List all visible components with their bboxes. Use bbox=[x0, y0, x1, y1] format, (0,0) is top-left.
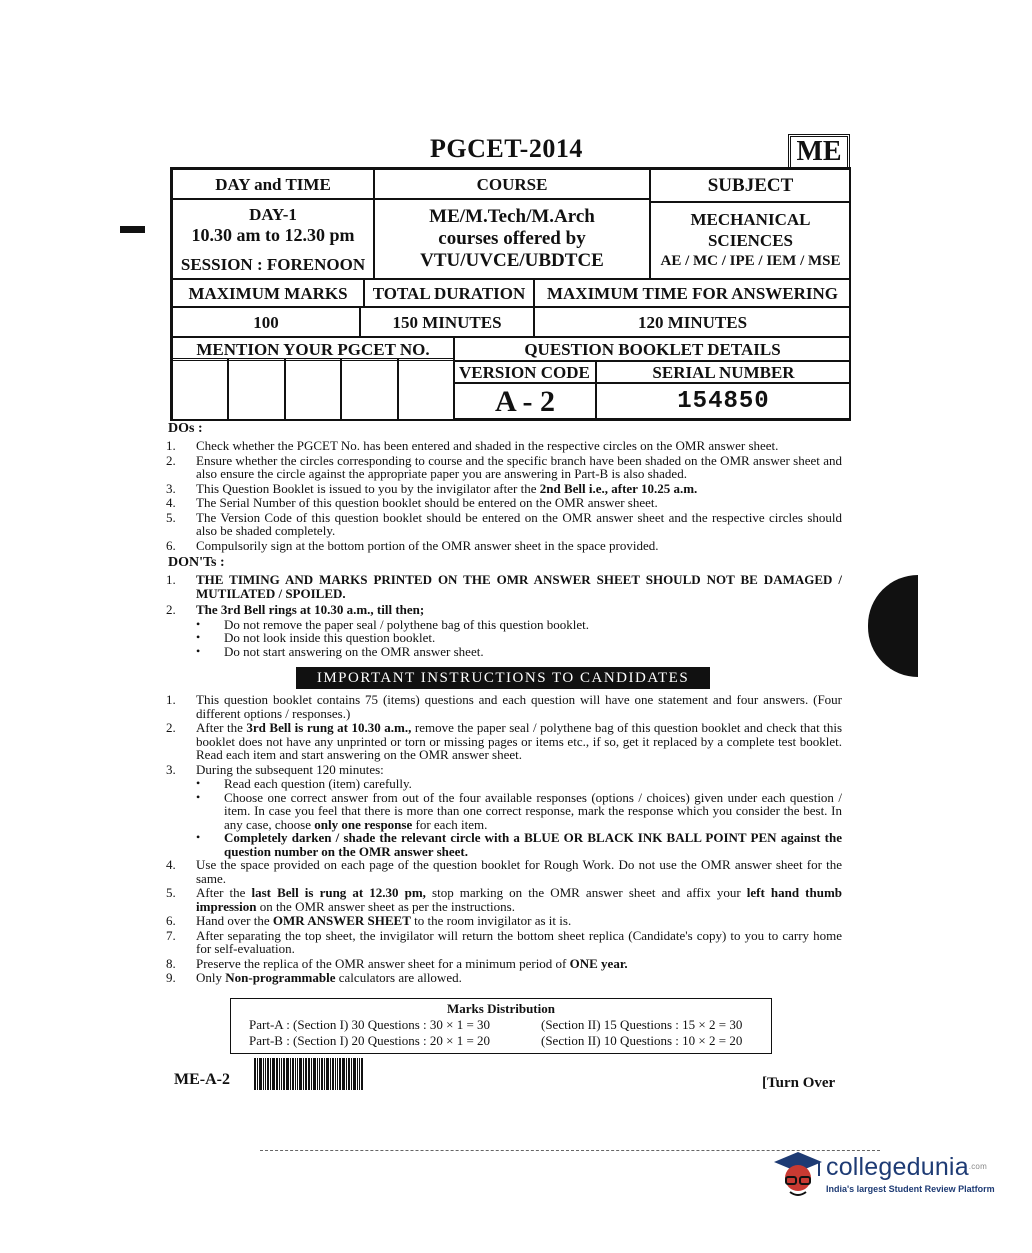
pgcet-digit-box[interactable] bbox=[398, 358, 454, 420]
list-item: 4. The Serial Number of this question booklet should be entered on the OMR answer sheet. bbox=[166, 495, 658, 510]
barcode-bar bbox=[317, 1058, 318, 1090]
max-time-value: 120 MINUTES bbox=[534, 307, 851, 337]
booklet-code: ME-A-2 bbox=[174, 1071, 230, 1088]
list-item: 7. After separating the top sheet, the invigilator will return the bottom sheet replica (Candidate's copy) to you to carry home for self-evaluation. bbox=[166, 927, 842, 956]
bullet-item: • Choose one correct answer from out of the four available responses (options / choices) given under each question / item. In case you feel that there is more than one correct response, mark the response which you consider the best. In any case, choose only one response for each item. bbox=[196, 789, 842, 832]
list-item: 4. Use the space provided on each page of the question booklet for Rough Work. Do not use the OMR answer sheet for the same. bbox=[166, 857, 842, 886]
subject-header: SUBJECT bbox=[650, 169, 851, 202]
subject-cell bbox=[650, 202, 851, 279]
marks-row-part-a: Part-A : (Section I) 30 Questions : 30 × 1 = 30 (Section II) 15 Questions : 15 × 2 = 30 bbox=[249, 1017, 743, 1032]
barcode-bar bbox=[342, 1058, 345, 1090]
serial-number-label: SERIAL NUMBER bbox=[596, 361, 851, 383]
barcode-bar bbox=[290, 1058, 291, 1090]
marks-distribution-box bbox=[230, 998, 772, 1054]
course-line-1: ME/M.Tech/M.Arch bbox=[429, 206, 595, 227]
total-duration-header: TOTAL DURATION bbox=[364, 279, 534, 307]
list-item: 1. Check whether the PGCET No. has been entered and shaded in the respective circles on the OMR answer sheet. bbox=[166, 438, 779, 453]
time-value: 10.30 am to 12.30 pm bbox=[191, 224, 355, 245]
barcode-bar bbox=[353, 1058, 356, 1090]
barcode-bar bbox=[313, 1058, 316, 1090]
barcode-bar bbox=[299, 1058, 302, 1090]
barcode-bar bbox=[326, 1058, 329, 1090]
barcode-bar bbox=[361, 1058, 363, 1090]
bullet-item: • Do not start answering on the OMR answer sheet. bbox=[196, 643, 484, 659]
barcode-bar bbox=[321, 1058, 323, 1090]
course-line-2: courses offered by bbox=[438, 228, 586, 249]
session-value: SESSION : FORENOON bbox=[180, 254, 366, 274]
day-time-cell bbox=[172, 199, 374, 279]
barcode-bar bbox=[346, 1058, 347, 1090]
list-item: 2. The 3rd Bell rings at 10.30 a.m., till then; bbox=[166, 602, 425, 617]
barcode-bar bbox=[303, 1058, 304, 1090]
barcode-bar bbox=[259, 1058, 262, 1090]
barcode-bar bbox=[270, 1058, 271, 1090]
barcode-bar bbox=[283, 1058, 285, 1090]
day-value: DAY-1 bbox=[249, 204, 297, 224]
day-time-header: DAY and TIME bbox=[172, 169, 374, 199]
version-code-value: A - 2 bbox=[454, 383, 596, 419]
exam-title: PGCET-2014 bbox=[430, 134, 583, 163]
bullet-item: • Do not look inside this question booklet. bbox=[196, 630, 436, 645]
instructions-list bbox=[166, 693, 842, 986]
barcode-bar bbox=[272, 1058, 275, 1090]
logo-name: collegedunia$^{.com}$ bbox=[826, 1153, 987, 1181]
donts-heading: DON'Ts : bbox=[168, 555, 225, 570]
max-marks-value: 100 bbox=[172, 307, 360, 337]
barcode-bar bbox=[265, 1058, 266, 1090]
barcode-bar bbox=[263, 1058, 264, 1090]
subject-line-2: SCIENCES bbox=[707, 231, 794, 250]
side-scan-mark bbox=[868, 575, 918, 677]
barcode-bar bbox=[305, 1058, 307, 1090]
barcode-bar bbox=[308, 1058, 310, 1090]
barcode-bar bbox=[339, 1058, 341, 1090]
list-item: 5. After the last Bell is rung at 12.30 pm, stop marking on the OMR answer sheet and affix your left hand thumb impression on the OMR answer sheet as per the instructions. bbox=[166, 885, 843, 914]
donts-list bbox=[166, 573, 842, 658]
list-item: 6. Compulsorily sign at the bottom portion of the OMR answer sheet in the space provided. bbox=[166, 537, 659, 553]
pgcet-number-boxes[interactable] bbox=[172, 358, 454, 420]
marks-row-part-b: Part-B : (Section I) 20 Questions : 20 × 1 = 20 (Section II) 10 Questions : 10 × 2 = 20 bbox=[249, 1033, 743, 1048]
logo-tagline: India's largest Student Review Platform bbox=[826, 1184, 995, 1194]
barcode-bar bbox=[351, 1058, 352, 1090]
list-item: 3. This Question Booklet is issued to you by the invigilator after the 2nd Bell i.e., after 10.25 a.m. bbox=[166, 480, 698, 496]
course-line-3: VTU/UVCE/UBDTCE bbox=[420, 250, 604, 271]
list-item: 1. This question booklet contains 75 (items) questions and each question will have one statement and four answers. (Four different options / responses.) bbox=[166, 692, 842, 721]
pgcet-digit-box[interactable] bbox=[228, 358, 284, 420]
instruction-bullets bbox=[196, 777, 842, 858]
barcode-bar bbox=[276, 1058, 278, 1090]
max-time-header: MAXIMUM TIME FOR ANSWERING bbox=[534, 279, 851, 307]
barcode-bar bbox=[357, 1058, 358, 1090]
bullet-item: • Read each question (item) carefully. bbox=[196, 776, 412, 791]
barcode-bar bbox=[319, 1058, 320, 1090]
barcode-bar bbox=[295, 1058, 296, 1090]
dos-list bbox=[166, 439, 842, 553]
collegedunia-logo bbox=[772, 1148, 995, 1202]
version-code-label: VERSION CODE bbox=[454, 361, 596, 383]
barcode-bar bbox=[324, 1058, 325, 1090]
barcode-bar bbox=[292, 1058, 294, 1090]
barcode-bar bbox=[332, 1058, 334, 1090]
subject-line-1: MECHANICAL bbox=[690, 210, 811, 229]
barcode-bar bbox=[267, 1058, 269, 1090]
list-item: 2. After the 3rd Bell is rung at 10.30 a.m., remove the paper seal / polythene bag of this question booklet and check that this booklet does not have any unprinted or torn or missing pages or items etc., if so, get it replaced by a complete test booklet. Read each item and start answering on the OMR answer sheet. bbox=[166, 720, 842, 762]
course-cell bbox=[374, 199, 650, 279]
barcode-bar bbox=[297, 1058, 298, 1090]
serial-number-value: 154850 bbox=[596, 383, 851, 419]
marks-title: Marks Distribution bbox=[447, 1001, 555, 1016]
list-item: 3. During the subsequent 120 minutes: bbox=[166, 761, 384, 777]
barcode-bar bbox=[359, 1058, 360, 1090]
max-marks-header: MAXIMUM MARKS bbox=[172, 279, 364, 307]
pgcet-digit-box[interactable] bbox=[172, 358, 228, 420]
list-item: 5. The Version Code of this question booklet should be entered on the OMR answer sheet and the respective circles should also be shaded completely. bbox=[166, 509, 842, 538]
margin-mark bbox=[120, 226, 145, 233]
list-item: 8. Preserve the replica of the OMR answer sheet for a minimum period of ONE year. bbox=[166, 955, 628, 971]
graduate-cap-icon bbox=[772, 1148, 826, 1202]
barcode-bar bbox=[286, 1058, 289, 1090]
course-header: COURSE bbox=[374, 169, 650, 199]
bullet-item: • Do not remove the paper seal / polythene bag of this question booklet. bbox=[196, 616, 589, 632]
turn-over-label: [Turn Over bbox=[762, 1075, 836, 1091]
barcode-bar bbox=[257, 1058, 258, 1090]
barcode bbox=[254, 1058, 394, 1090]
list-item: 1. THE TIMING AND MARKS PRINTED ON THE OMR ANSWER SHEET SHOULD NOT BE DAMAGED / MUTILATED / SPOILED. bbox=[166, 572, 842, 601]
list-item: 9. Only Non-programmable calculators are allowed. bbox=[166, 970, 462, 985]
barcode-bar bbox=[279, 1058, 280, 1090]
barcode-bar bbox=[335, 1058, 336, 1090]
bullet-item: • Completely darken / shade the relevant circle with a BLUE OR BLACK INK BALL POINT PEN against the question number on the OMR answer sheet. bbox=[196, 830, 842, 859]
barcode-bar bbox=[254, 1058, 256, 1090]
pgcet-digit-box[interactable] bbox=[341, 358, 397, 420]
subject-line-3: AE / MC / IPE / IEM / MSE bbox=[660, 253, 841, 269]
pgcet-no-label: MENTION YOUR PGCET NO. bbox=[172, 337, 454, 361]
list-item: 6. Hand over the OMR ANSWER SHEET to the room invigilator as it is. bbox=[166, 913, 572, 928]
barcode-bar bbox=[281, 1058, 282, 1090]
barcode-bar bbox=[311, 1058, 312, 1090]
barcode-bar bbox=[330, 1058, 331, 1090]
barcode-bar bbox=[348, 1058, 350, 1090]
donts-bullets bbox=[196, 618, 842, 659]
dos-heading: DOs : bbox=[168, 421, 203, 436]
subject-code-box: ME bbox=[788, 134, 850, 170]
pgcet-digit-box[interactable] bbox=[285, 358, 341, 420]
booklet-details-label: QUESTION BOOKLET DETAILS bbox=[454, 337, 851, 361]
barcode-bar bbox=[337, 1058, 338, 1090]
instructions-banner: IMPORTANT INSTRUCTIONS TO CANDIDATES bbox=[296, 667, 710, 689]
list-item: 2. Ensure whether the circles corresponding to course and the specific branch have been shaded on the OMR answer sheet and also ensure the circle against the appropriate paper you are answering in Part-B is also shaded. bbox=[166, 452, 842, 481]
total-duration-value: 150 MINUTES bbox=[360, 307, 534, 337]
